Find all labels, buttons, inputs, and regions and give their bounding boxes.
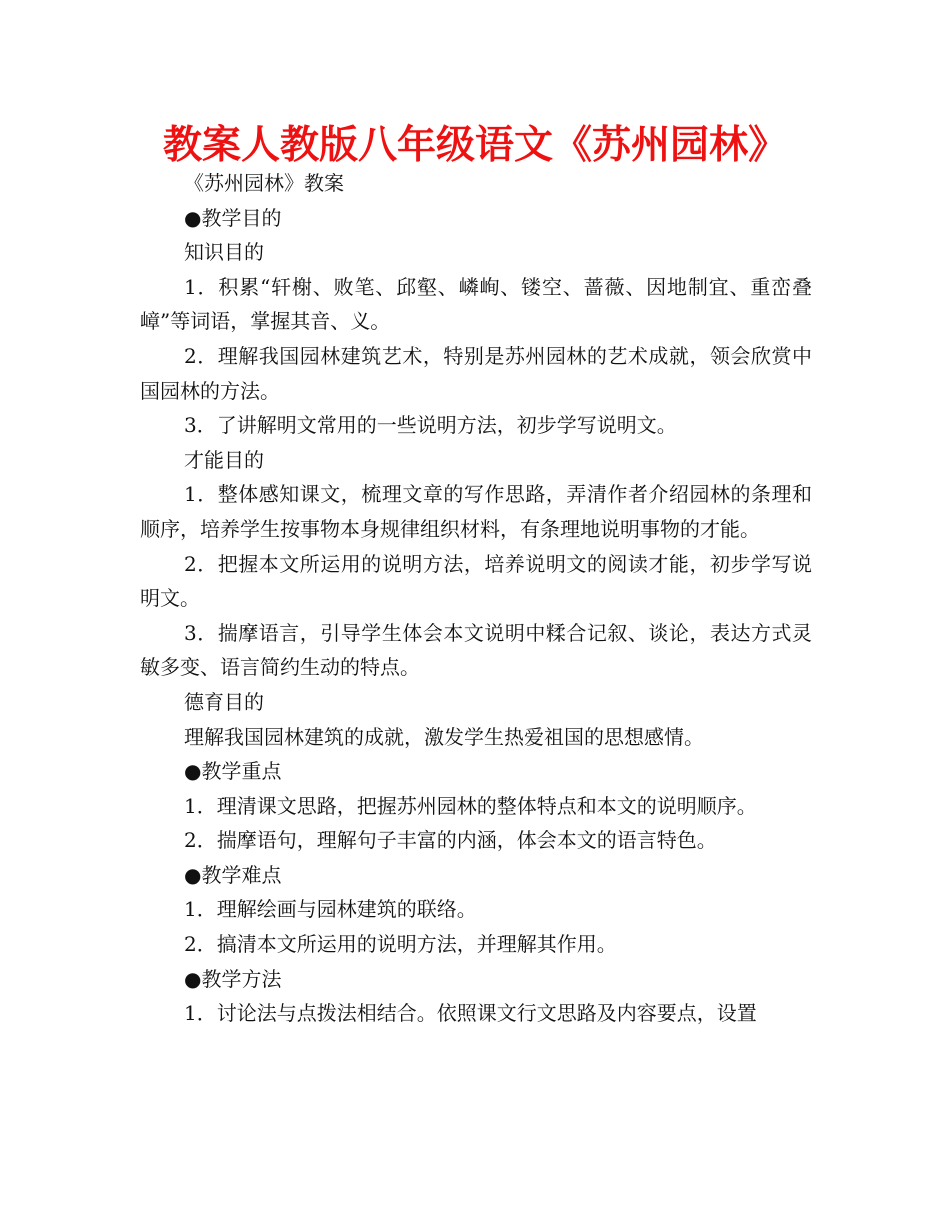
paragraph: 3．揣摩语言，引导学生体会本文说明中糅合记叙、谈论，表达方式灵敏多变、语言简约生动的特点。 <box>140 620 812 680</box>
paragraph: ●教学目的 <box>184 205 282 230</box>
paragraph: 知识目的 <box>184 240 264 265</box>
paragraph: 2．搞清本文所运用的说明方法，并理解其作用。 <box>184 932 617 957</box>
paragraph: ●教学方法 <box>184 966 282 991</box>
document-body <box>140 166 812 1031</box>
paragraph: 2．把握本文所运用的说明方法，培养说明文的阅读才能，初步学写说明文。 <box>140 551 812 611</box>
paragraph: ●教学难点 <box>184 862 282 887</box>
paragraph: 1．理清课文思路，把握苏州园林的整体特点和本文的说明顺序。 <box>184 793 757 818</box>
paragraph: 2．理解我国园林建筑艺术，特别是苏州园林的艺术成就，领会欣赏中国园林的方法。 <box>140 343 812 403</box>
paragraph: 理解我国园林建筑的成就，激发学生热爱祖国的思想感情。 <box>184 724 704 749</box>
paragraph: 1．讨论法与点拨法相结合。依照课文行文思路及内容要点，设置 <box>184 1001 757 1026</box>
paragraph: 3．了讲解明文常用的一些说明方法，初步学写说明文。 <box>184 413 677 438</box>
paragraph: 2．揣摩语句，理解句子丰富的内涵，体会本文的语言特色。 <box>184 828 717 853</box>
paragraph: 1．积累“轩榭、败笔、邱壑、嶙峋、镂空、蔷薇、因地制宜、重峦叠嶂”等词语，掌握其音、义。 <box>140 274 812 334</box>
paragraph: 1．整体感知课文，梳理文章的写作思路，弄清作者介绍园林的条理和顺序，培养学生按事物本身规律组织材料，有条理地说明事物的才能。 <box>140 482 812 541</box>
paragraph: 《苏州园林》教案 <box>184 171 344 195</box>
paragraph: ●教学重点 <box>184 759 282 784</box>
paragraph: 德育目的 <box>184 689 264 714</box>
paragraph: 才能目的 <box>184 447 264 472</box>
paragraph: 1．理解绘画与园林建筑的联络。 <box>184 897 477 922</box>
document-title: 教案人教版八年级语文《苏州园林》 <box>162 123 787 168</box>
